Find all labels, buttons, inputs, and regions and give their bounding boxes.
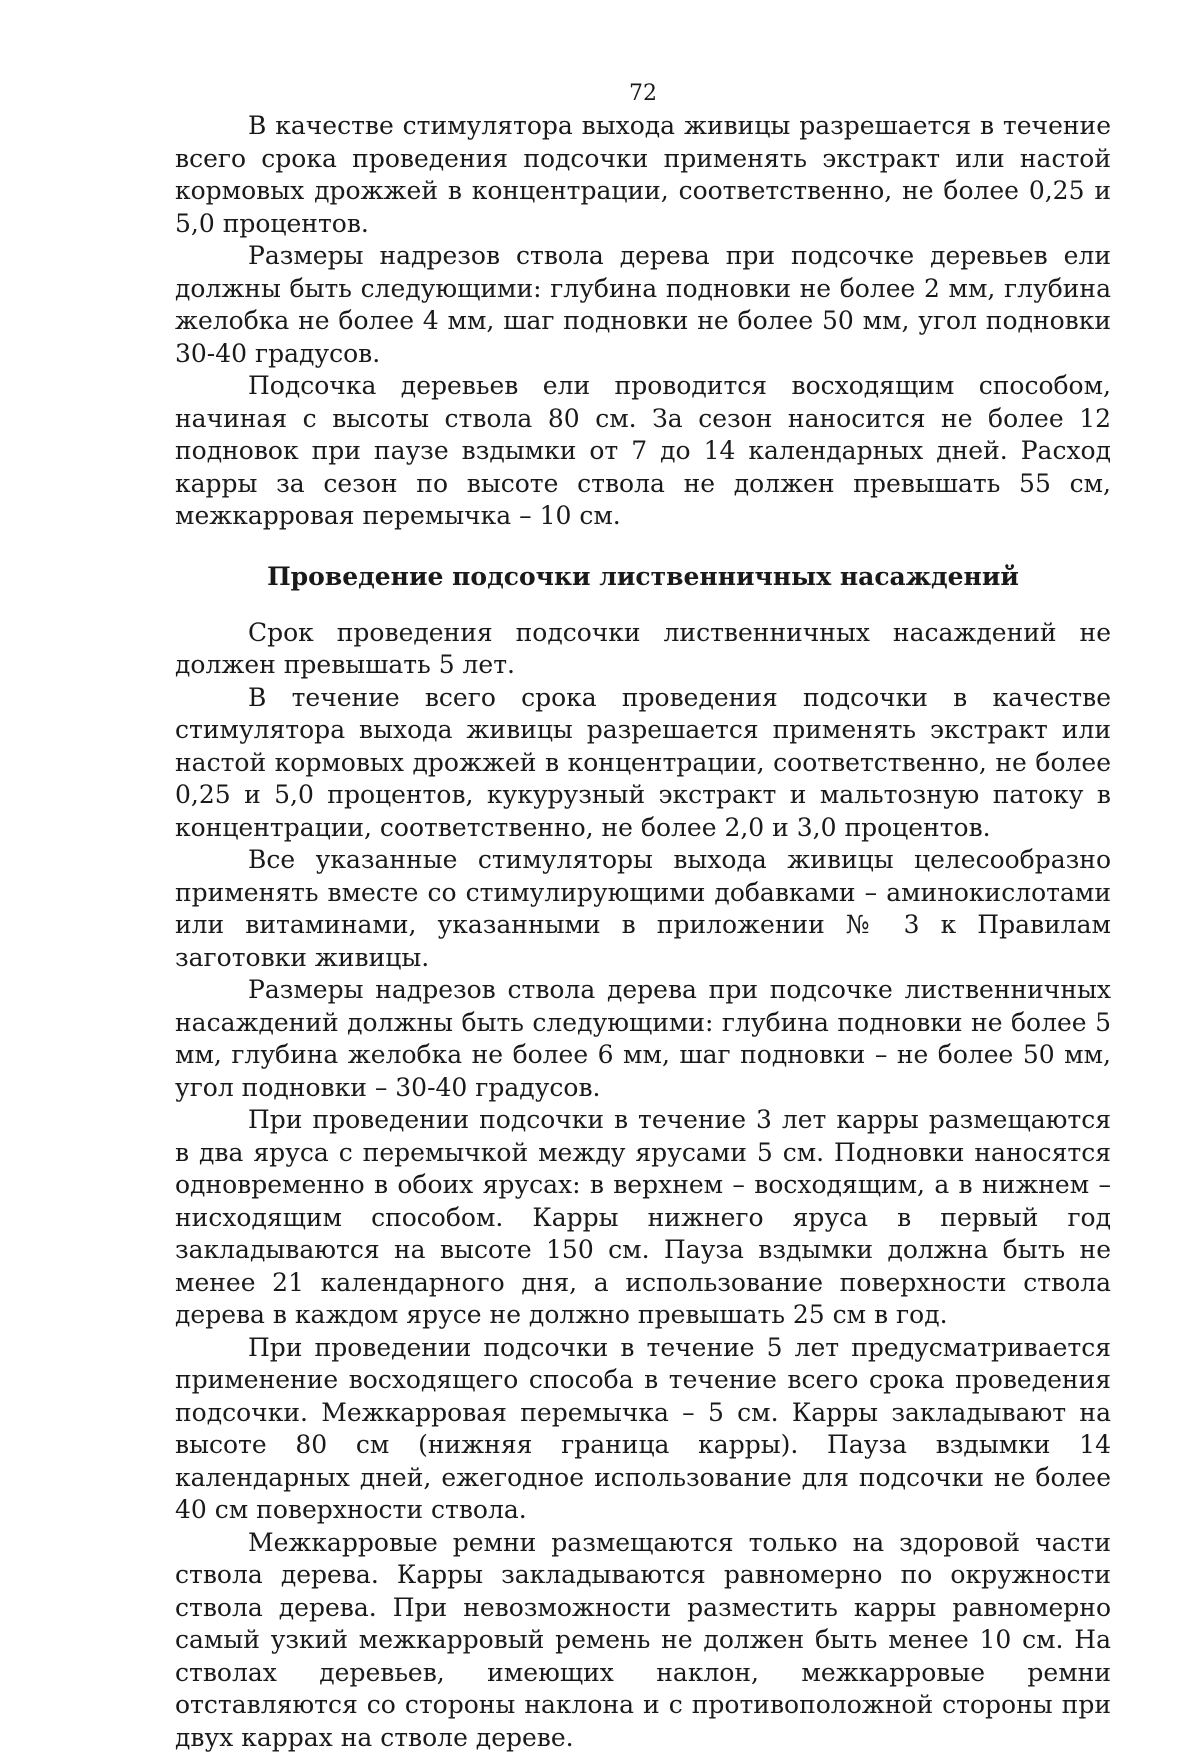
paragraph-tapping-method-spruce: Подсочка деревьев ели проводится восходящим способом, начиная с высоты ствола 80 см. За сезон наносится не более 12 подновок при паузе вздымки от 7 до 14 календарных дней. Расход карры за сезон по высоте ствола не должен превышать 55 см, межкарровая перемычка – 10 см. — [175, 370, 1111, 533]
paragraph-cut-sizes-larch: Размеры надрезов ствола дерева при подсочке лиственничных насаждений должны быть следующими: глубина подновки не более 5 мм, глубина желобка не более 6 мм, шаг подновки – не более 50 мм, угол подновки – 30-40 градусов. — [175, 974, 1111, 1104]
paragraph-interface-strips: Межкарровые ремни размещаются только на здоровой части ствола дерева. Карры закладываются равномерно по окружности ствола дерева. При невозможности разместить карры равномерно самый узкий межкарровый ремень не должен быть менее 10 см. На стволах деревьев, имеющих наклон, межкарровые ремни отставляются со стороны наклона и с противоположной стороны при двух каррах на стволе дереве. — [175, 1527, 1111, 1754]
document-page — [175, 80, 1111, 1754]
paragraph-cut-sizes-spruce: Размеры надрезов ствола дерева при подсочке деревьев ели должны быть следующими: глубина подновки не более 2 мм, глубина желобка не более 4 мм, шаг подновки не более 50 мм, угол подновки 30-40 градусов. — [175, 240, 1111, 370]
section-heading: Проведение подсочки лиственничных насаждений — [175, 561, 1111, 593]
paragraph-stimulator-larch: В течение всего срока проведения подсочки в качестве стимулятора выхода живицы разрешается применять экстракт или настой кормовых дрожжей в концентрации, соответственно, не более 0,25 и 5,0 процентов, кукурузный экстракт и мальтозную патоку в концентрации, соответственно, не более 2,0 и 3,0 процентов. — [175, 682, 1111, 845]
paragraph-five-year-tapping: При проведении подсочки в течение 5 лет предусматривается применение восходящего способа в течение всего срока проведения подсочки. Межкарровая перемычка – 5 см. Карры закладывают на высоте 80 см (нижняя граница карры). Пауза вздымки 14 календарных дней, ежегодное использование для подсочки не более 40 см поверхности ствола. — [175, 1332, 1111, 1527]
paragraph-stimulating-additives: Все указанные стимуляторы выхода живицы целесообразно применять вместе со стимулирующими добавками – аминокислотами или витаминами, указанными в приложении № 3 к Правилам заготовки живицы. — [175, 844, 1111, 974]
paragraph-stimulator-spruce: В качестве стимулятора выхода живицы разрешается в течение всего срока проведения подсочки применять экстракт или настой кормовых дрожжей в концентрации, соответственно, не более 0,25 и 5,0 процентов. — [175, 110, 1111, 240]
paragraph-three-year-tapping: При проведении подсочки в течение 3 лет карры размещаются в два яруса с перемычкой между ярусами 5 см. Подновки наносятся одновременно в обоих ярусах: в верхнем – восходящим, а в нижнем – нисходящим способом. Карры нижнего яруса в первый год закладываются на высоте 150 см. Пауза вздымки должна быть не менее 21 календарного дня, а использование поверхности ствола дерева в каждом ярусе не должно превышать 25 см в год. — [175, 1104, 1111, 1332]
page-number: 72 — [175, 80, 1111, 108]
paragraph-tapping-term-larch: Срок проведения подсочки лиственничных насаждений не должен превышать 5 лет. — [175, 617, 1111, 682]
